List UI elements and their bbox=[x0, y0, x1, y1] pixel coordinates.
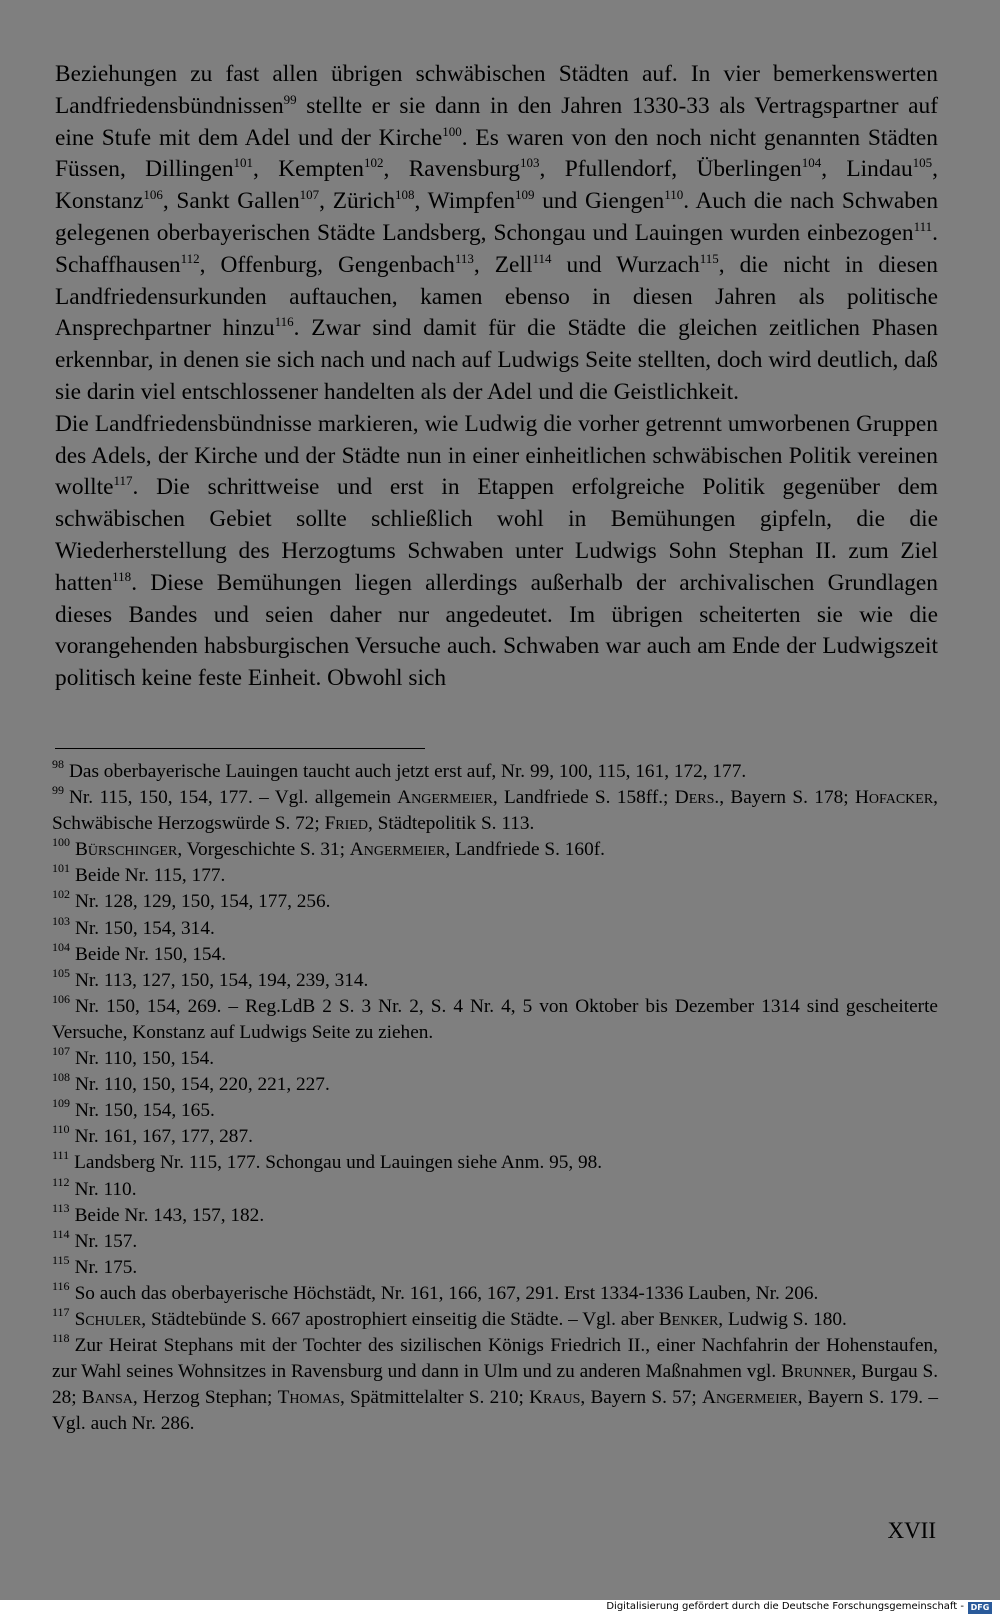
footnote-item bbox=[52, 1046, 938, 1072]
text-run: , Zürich bbox=[319, 188, 396, 215]
author-name: Ders. bbox=[674, 787, 720, 809]
footnote-item bbox=[52, 1098, 938, 1124]
footnote-reference: 106 bbox=[143, 187, 163, 203]
footnote-item bbox=[52, 1174, 938, 1203]
text-run: , die nicht in diesen Landfriedensurkunden auftauchen, kamen ebenso in diesen Jahren als politische Ansprechpartner hinzu bbox=[55, 251, 938, 342]
footnote-reference: 110 bbox=[664, 187, 684, 203]
text-run: Nr. 110. bbox=[74, 1178, 137, 1200]
text-run: , Landfriede S. 160f. bbox=[445, 839, 605, 861]
footnote-item bbox=[52, 1226, 938, 1255]
text-run: Nr. 115, 150, 154, 177. – Vgl. allgemein bbox=[69, 787, 398, 809]
footnote-item bbox=[52, 1150, 938, 1176]
footnote-number: 103 bbox=[52, 913, 70, 928]
footnote-reference: 114 bbox=[532, 250, 552, 266]
footnote-item bbox=[52, 785, 938, 837]
text-run: Nr. 157. bbox=[74, 1230, 138, 1252]
footnote-number: 118 bbox=[52, 1331, 70, 1346]
text-run: Nr. 110, 150, 154. bbox=[75, 1048, 215, 1070]
text-run: . Auch die nach Schwaben gelegenen oberbayerischen Städte Landsberg, Schongau und Lauingen wurden einbezogen bbox=[55, 188, 939, 246]
footnote-reference: 107 bbox=[299, 187, 320, 203]
footnote-separator bbox=[55, 748, 425, 749]
text-run: . Die schrittweise und erst in Etappen erfolgreiche Politik gegenüber dem schwäbischen Gebiet sollte schließlich wohl in Bemühungen gipfeln, die die Wiederherstellung des Herzogtums Schwaben unter Ludwigs Sohn Stephan II. zum Ziel hatten bbox=[55, 474, 938, 596]
body-paragraph bbox=[55, 59, 938, 409]
text-run: Landsberg Nr. 115, 177. Schongau und Lauingen siehe Anm. 95, 98. bbox=[74, 1152, 603, 1174]
text-run: , Landfriede S. 158ff.; bbox=[492, 787, 675, 809]
author-name: Kraus bbox=[529, 1387, 581, 1409]
text-run: , Bayern S. 178; bbox=[719, 787, 855, 809]
footnote-item bbox=[52, 889, 938, 915]
footnote-item bbox=[52, 1252, 938, 1281]
footnote-reference: 115 bbox=[699, 250, 719, 266]
footnote-reference: 117 bbox=[113, 473, 133, 489]
text-run: , Konstanz bbox=[55, 156, 939, 215]
footnote-number: 115 bbox=[52, 1252, 70, 1267]
footnote-item bbox=[52, 837, 938, 863]
text-run: Nr. 175. bbox=[74, 1256, 138, 1278]
text-run: Nr. 110, 150, 154, 220, 221, 227. bbox=[75, 1074, 330, 1096]
footnote-reference: 111 bbox=[913, 218, 933, 234]
text-run: Zur Heirat Stephans mit der Tochter des sizilischen Königs Friedrich II., einer Nachfahrin der Hohenstaufen, zur Wahl seines Wohnsitzes in Ravensburg und dann in Ulm und zu anderen Maßnahmen vgl. bbox=[52, 1335, 938, 1383]
footnote-item bbox=[52, 939, 938, 968]
footnote-item bbox=[52, 913, 938, 942]
footnote-number: 117 bbox=[52, 1304, 70, 1319]
footnote-reference: 104 bbox=[801, 155, 822, 171]
author-name: Angermeier bbox=[349, 839, 446, 861]
text-run: , Sankt Gallen bbox=[162, 188, 300, 215]
footnote-reference: 101 bbox=[233, 155, 254, 171]
digitization-credit: Digitalisierung gefördert durch die Deutsche Forschungsgemeinschaft - bbox=[606, 1601, 964, 1612]
footnote-item bbox=[52, 965, 938, 994]
author-name: Thomas bbox=[277, 1387, 340, 1409]
footnote-number: 114 bbox=[52, 1226, 70, 1241]
text-run: , Ludwig S. 180. bbox=[718, 1308, 847, 1330]
footnote-number: 111 bbox=[52, 1148, 70, 1163]
footnote-item bbox=[52, 863, 938, 889]
footnote-item bbox=[52, 759, 938, 785]
text-run: , Städtebünde S. 667 apostrophiert einseitig die Städte. – Vgl. aber bbox=[141, 1308, 659, 1330]
text-run: , Schwäbische Herzogswürde S. 72; bbox=[52, 787, 938, 835]
text-run: . Es waren von den noch nicht genannten Städten Füssen, Dillingen bbox=[55, 124, 938, 183]
footnote-number: 100 bbox=[52, 835, 70, 850]
text-run: . Diese Bemühungen liegen allerdings außerhalb der archivalischen Grundlagen dieses Bandes und seien daher nur angedeutet. Im übrigen scheiterten sie wie die vorangehenden habsburgischen Versuche auch. Schwaben war auch am Ende der Ludwigszeit politisch keine feste Einheit. Obwohl sich bbox=[55, 569, 938, 692]
footnote-number: 102 bbox=[52, 887, 70, 902]
author-name: Angermeier bbox=[397, 787, 493, 809]
footnote-number: 101 bbox=[52, 861, 70, 876]
main-text bbox=[55, 59, 938, 695]
text-run: . Zwar sind damit für die Städte die gleichen zeitlichen Phasen erkennbar, in denen sie sich nach und nach auf Ludwigs Seite stellten, doch wird deutlich, daß sie darin viel entschlossener handelten als der Adel und die Geistlichkeit. bbox=[55, 315, 938, 405]
text-run: , Bayern S. 179. – Vgl. auch Nr. 286. bbox=[52, 1387, 939, 1435]
text-run: und Wurzach bbox=[551, 251, 700, 278]
author-name: Benker bbox=[658, 1308, 719, 1330]
footnote-item bbox=[52, 1124, 938, 1150]
text-run: , Spätmittelalter S. 210; bbox=[339, 1387, 530, 1409]
footnote-number: 99 bbox=[52, 783, 64, 798]
text-run: , Wimpfen bbox=[414, 188, 516, 215]
text-run: , Pfullendorf, Überlingen bbox=[539, 156, 802, 183]
footnote-reference: 105 bbox=[912, 155, 933, 171]
author-name: Schuler bbox=[74, 1308, 142, 1330]
footnote-number: 106 bbox=[52, 991, 70, 1006]
footnote-number: 98 bbox=[52, 757, 64, 771]
text-run: und Giengen bbox=[534, 188, 665, 215]
author-name: Angermeier bbox=[702, 1387, 798, 1409]
footnote-number: 107 bbox=[52, 1044, 70, 1059]
footnote-reference: 112 bbox=[180, 250, 200, 266]
text-run: , Städtepolitik S. 113. bbox=[367, 813, 535, 835]
footnote-item bbox=[52, 1304, 938, 1333]
text-run: , Zell bbox=[473, 251, 533, 278]
footnote-item bbox=[52, 1278, 938, 1307]
text-run: , Burgau S. 28; bbox=[52, 1361, 939, 1409]
footnote-item bbox=[52, 1200, 938, 1229]
footnote-reference: 118 bbox=[112, 568, 132, 584]
text-run: , Vorgeschichte S. 31; bbox=[177, 839, 350, 861]
author-name: Bürschinger bbox=[75, 839, 178, 861]
page-number: XVII bbox=[887, 1518, 936, 1543]
text-run: , Bayern S. 57; bbox=[580, 1387, 703, 1409]
footnote-item bbox=[52, 1333, 938, 1437]
footnote-reference: 109 bbox=[515, 187, 535, 203]
author-name: Fried bbox=[324, 813, 368, 835]
text-run: Nr. 128, 129, 150, 154, 177, 256. bbox=[75, 891, 331, 913]
text-run: Beide Nr. 115, 177. bbox=[75, 865, 226, 887]
footnote-reference: 103 bbox=[520, 155, 540, 171]
author-name: Bansa bbox=[81, 1387, 133, 1409]
footnote-item bbox=[52, 991, 938, 1046]
footnote-number: 108 bbox=[52, 1070, 70, 1085]
dfg-logo-icon: DFG bbox=[968, 1602, 992, 1614]
footnotes bbox=[52, 759, 938, 1437]
text-run: So auch das oberbayerische Höchstädt, Nr. 161, 166, 167, 291. Erst 1334-1336 Lauben, Nr. 206. bbox=[74, 1282, 819, 1304]
footnote-number: 112 bbox=[52, 1174, 70, 1189]
text-run: Beide Nr. 143, 157, 182. bbox=[74, 1204, 265, 1226]
text-run: , Ravensburg bbox=[383, 156, 521, 183]
footnote-number: 116 bbox=[52, 1278, 70, 1293]
footnote-number: 110 bbox=[52, 1122, 70, 1137]
text-run: Beide Nr. 150, 154. bbox=[75, 943, 227, 965]
author-name: Brunner bbox=[781, 1361, 852, 1383]
footnote-reference: 99 bbox=[283, 91, 297, 107]
footnote-reference: 116 bbox=[274, 314, 294, 330]
text-run: . Schaffhausen bbox=[55, 219, 938, 278]
text-run: Nr. 161, 167, 177, 287. bbox=[74, 1126, 253, 1148]
footnote-reference: 108 bbox=[395, 187, 415, 203]
author-name: Hofacker bbox=[854, 787, 934, 809]
footnote-number: 104 bbox=[52, 939, 70, 954]
text-run: Nr. 113, 127, 150, 154, 194, 239, 314. bbox=[75, 969, 369, 991]
text-run: , Herzog Stephan; bbox=[132, 1387, 278, 1409]
text-run: stellte er sie dann in den Jahren 1330-33 als Vertragspartner auf eine Stufe mit dem Adel und der Kirche bbox=[55, 92, 938, 151]
text-run: Nr. 150, 154, 165. bbox=[75, 1100, 215, 1122]
text-run: Das oberbayerische Lauingen taucht auch jetzt erst auf, Nr. 99, 100, 115, 161, 172, 177. bbox=[69, 761, 747, 782]
footnote-reference: 113 bbox=[454, 250, 474, 266]
footnote-reference: 102 bbox=[364, 155, 384, 171]
text-run: Nr. 150, 154, 269. – Reg.LdB 2 S. 3 Nr. 2, S. 4 Nr. 4, 5 von Oktober bis Dezember 1314 sind gescheiterte Versuche, Konstanz auf Ludwigs Seite zu ziehen. bbox=[52, 995, 938, 1043]
text-run: Die Landfriedensbündnisse markieren, wie Ludwig die vorher getrennt umworbenen Gruppen des Adels, der Kirche und der Städte nun in einer einheitlichen schwäbischen Politik vereinen wollte bbox=[55, 410, 938, 501]
body-paragraph bbox=[55, 409, 938, 695]
text-run: , Offenburg, Gengenbach bbox=[199, 251, 455, 278]
footnote-number: 105 bbox=[52, 965, 70, 980]
footnote-number: 109 bbox=[52, 1096, 70, 1111]
footnote-reference: 100 bbox=[442, 123, 462, 139]
footnote-item bbox=[52, 1072, 938, 1098]
footnote-number: 113 bbox=[52, 1200, 70, 1215]
text-run: , Lindau bbox=[821, 156, 913, 183]
text-run: Beziehungen zu fast allen übrigen schwäbischen Städten auf. In vier bemerkenswerten Landfriedensbündnissen bbox=[55, 61, 938, 119]
text-run: Nr. 150, 154, 314. bbox=[75, 917, 215, 939]
text-run: , Kempten bbox=[253, 156, 364, 183]
